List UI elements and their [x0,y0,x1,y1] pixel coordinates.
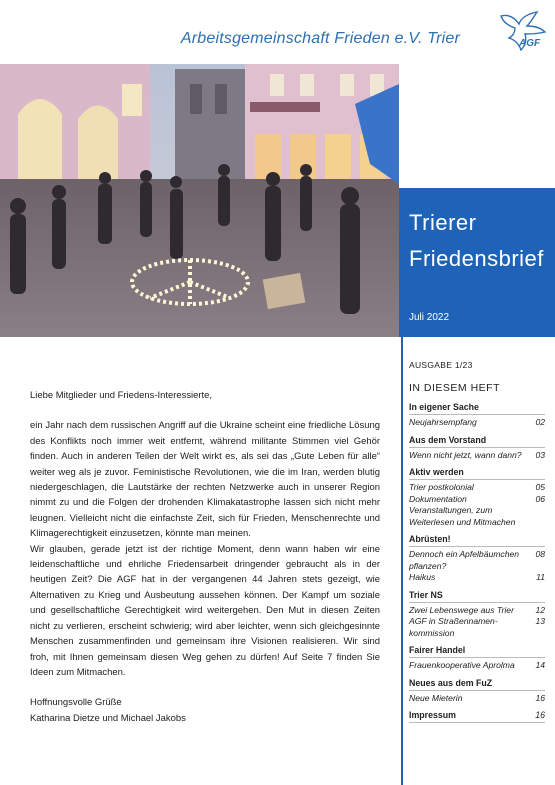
toc-entry[interactable]: Trier postkolonial 05 [409,482,545,492]
cover-photo [0,64,399,337]
issue-number: AUSGABE 1/23 [409,360,473,370]
title-line-2: Friedensbrief [409,246,544,271]
header [0,0,555,64]
toc-entry[interactable]: Neue Mieterin 16 [409,692,545,703]
toc-section [409,590,545,640]
dove-logo-icon [497,8,547,56]
letter-closing: Hoffnungsvolle Grüße [30,697,122,709]
toc-section-title[interactable]: In eigener Sache [409,402,545,415]
column-divider [401,337,403,785]
toc-entry[interactable]: Zwei Lebenswege aus Trier 12 [409,604,545,615]
title-panel [399,188,555,337]
toc-entry[interactable]: Haikus 11 [409,572,545,582]
toc-section-title[interactable]: Aus dem Vorstand [409,435,545,448]
issue-date: Juli 2022 [409,312,450,323]
toc-section [409,435,545,462]
toc-section-title[interactable]: Fairer Handel [409,645,545,658]
toc-section-title[interactable]: Aktiv werden [409,467,545,480]
toc-entry[interactable]: Veranstaltungen, zum Weiterlesen und Mitmachen [409,505,516,527]
toc-section [409,710,545,723]
toc-entry[interactable]: Dennoch ein Apfelbäumchen pflanzen? 08 [409,549,545,571]
toc-entry[interactable]: AGF in Straßennamen-kommission 13 [409,616,545,638]
toc-section-title[interactable]: Trier NS [409,590,545,603]
toc-heading: IN DIESEM HEFT [409,382,501,394]
toc-section [409,534,545,584]
toc-section [409,402,545,429]
toc-section-title[interactable]: Abrüsten! [409,534,545,547]
letter-greeting: Liebe Mitglieder und Friedens-Interessierte, [30,390,213,401]
toc-entry[interactable]: Dokumentation 06 [409,493,545,504]
toc-section [409,678,545,705]
letter-paragraph-1: ein Jahr nach dem russischen Angriff auf die Ukraine scheint eine friedliche Lösung des Konflikts noch immer weit entfernt, während militante Stimmen viel Gehör finden. Auch in anderen Teilen der Welt wirkt es, als sei das „Gute Leben für alle“ weiter weg als je zuvor. Feministische Revolutionen, wie die im Iran, werden blutig niedergeschlagen, die Lautstärke der rechten Netzwerke auch in unserer Region nimmt zu und die Folgen der drohenden Klimakatastrophe lassen sich nicht mehr leugnen. Vielleicht nicht die einfachste Zeit, sich für Frieden, Menschenrechte und Klimagerechtigkeit einzusetzen, könnte man meinen. [30,420,380,540]
toc-entry[interactable]: Wenn nicht jetzt, wann dann? 03 [409,449,545,460]
letter-paragraph-2: Wir glauben, gerade jetzt ist der richtige Moment, denn wann haben wir eine leidenschaftliche und ehrliche Friedensarbeit dringender gebraucht als in der heutigen Zeit? Die AGF hat in der vergangenen 44 Jahren stets gezeigt, wie Alternativen zu Krieg und Ausbeutung aussehen können. Der Kampf um soziale und gesellschaftliche Gerechtigkeit wird weitergehen. Den Mut in diesen Zeiten nicht zu verlieren, erscheint schwierig; wird aber leichter, wenn sich gleichgesinnte Menschen zusammenfinden und gemeinsam ihre Visionen realisieren. Wir sind froh, mit Ihnen gemeinsam diesen Weg gehen zu dürfen! Auf Seite 7 finden Sie Ideen zum Mitmachen. [30,543,380,678]
toc-section [409,467,545,528]
org-name: Arbeitsgemeinschaft Frieden e.V. Trier [180,30,460,47]
title-line-1: Trierer [409,210,477,235]
editorial-letter [30,388,380,726]
toc-entry[interactable]: Frauenkooperative Aprolma 14 [409,660,545,670]
toc-section-title[interactable]: Neues aus dem FuZ [409,678,545,691]
toc-section-title[interactable]: Impressum 16 [409,710,545,723]
letter-signature: Katharina Dietze und Michael Jakobs [30,712,186,724]
table-of-contents [409,360,545,729]
svg-text:AGF: AGF [519,38,541,49]
toc-section [409,645,545,672]
toc-entry[interactable]: Neujahrsempfang 02 [409,417,545,427]
